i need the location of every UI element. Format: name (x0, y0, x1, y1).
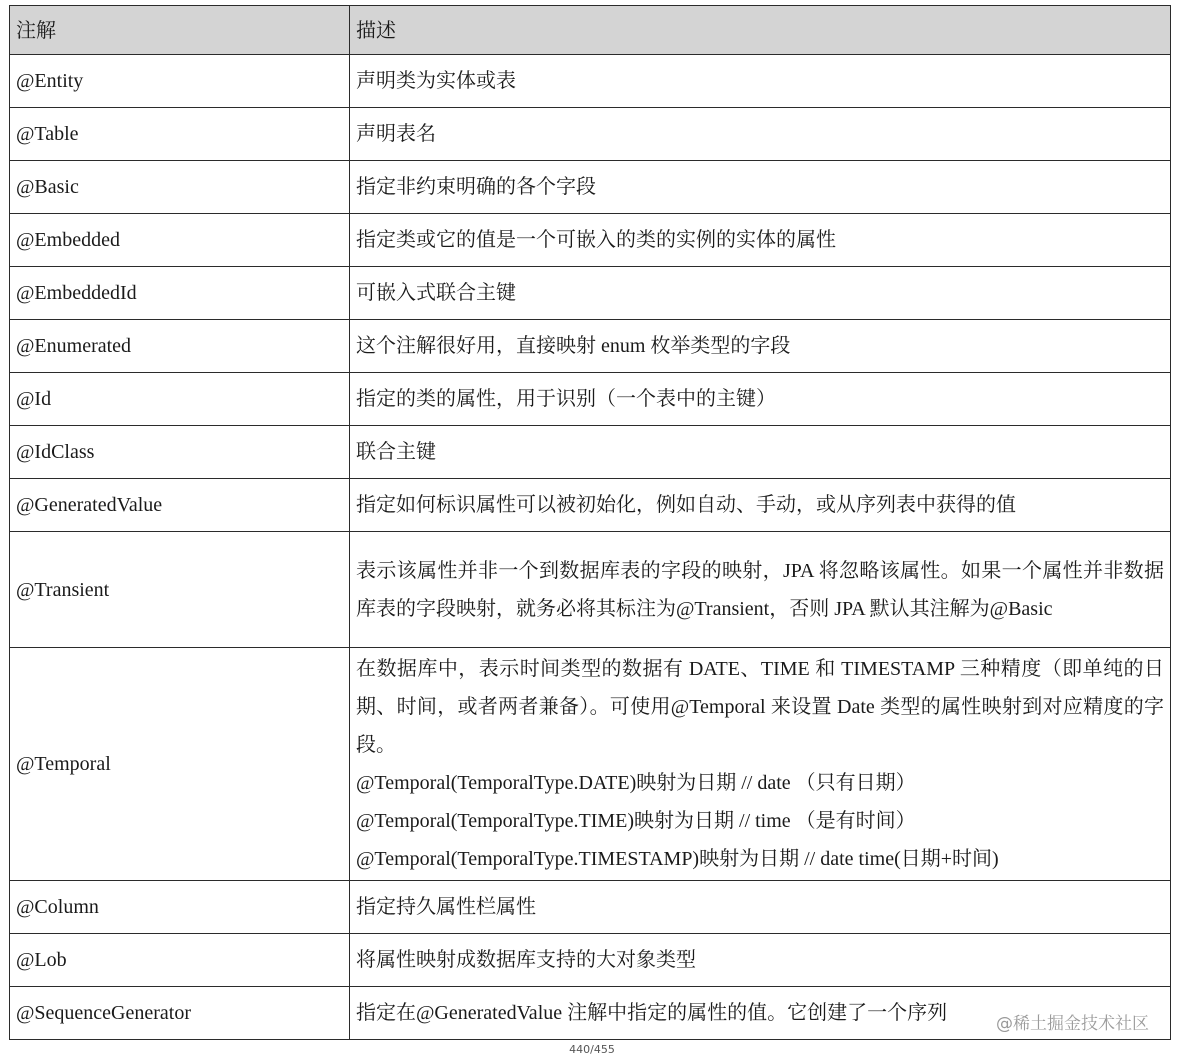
table-row (10, 267, 1171, 320)
page-number: 440/455 (569, 1043, 615, 1056)
table-row (10, 881, 1171, 934)
annotation-cell: @Embedded (10, 214, 350, 267)
description-text: 声明表名 (356, 123, 436, 145)
table-row (10, 532, 1171, 648)
description-text: 指定如何标识属性可以被初始化，例如自动、手动，或从序列表中获得的值 (356, 494, 1016, 516)
table-row (10, 934, 1171, 987)
description-cell (350, 479, 1171, 532)
description-text: 联合主键 (356, 441, 436, 463)
annotation-cell: @Enumerated (10, 320, 350, 373)
annotation-cell: @Basic (10, 161, 350, 214)
description-text: 指定类或它的值是一个可嵌入的类的实例的实体的属性 (356, 229, 836, 251)
description-text: 指定非约束明确的各个字段 (356, 176, 596, 198)
description-text: 声明类为实体或表 (356, 70, 516, 92)
table-row (10, 55, 1171, 108)
table-row (10, 320, 1171, 373)
description-text: 将属性映射成数据库支持的大对象类型 (356, 949, 696, 971)
annotation-cell: @SequenceGenerator (10, 987, 350, 1040)
annotation-cell: @Lob (10, 934, 350, 987)
header-annotation: 注解 (10, 6, 350, 55)
description-cell (350, 373, 1171, 426)
description-cell (350, 532, 1171, 648)
annotation-cell: @Id (10, 373, 350, 426)
annotation-cell: @Column (10, 881, 350, 934)
table-row (10, 108, 1171, 161)
annotation-cell: @EmbeddedId (10, 267, 350, 320)
description-cell (350, 648, 1171, 881)
table-row (10, 214, 1171, 267)
description-cell (350, 267, 1171, 320)
table-header-row (10, 6, 1171, 55)
description-text: 可嵌入式联合主键 (356, 282, 516, 304)
description-text: @Temporal(TemporalType.DATE)映射为日期 // date （只有日期） (356, 772, 916, 794)
description-text: 这个注解很好用，直接映射 enum 枚举类型的字段 (356, 335, 791, 357)
description-text: 指定的类的属性，用于识别（一个表中的主键） (356, 388, 776, 410)
annotation-cell: @Table (10, 108, 350, 161)
table-row (10, 648, 1171, 881)
annotation-cell: @IdClass (10, 426, 350, 479)
table-row (10, 479, 1171, 532)
description-cell (350, 161, 1171, 214)
table-body (10, 55, 1171, 1040)
description-text: 指定在@GeneratedValue 注解中指定的属性的值。它创建了一个序列 (356, 1002, 948, 1024)
description-cell (350, 214, 1171, 267)
header-description: 描述 (350, 6, 1171, 55)
description-text: @Temporal(TemporalType.TIME)映射为日期 // time （是有时间） (356, 810, 916, 832)
annotation-table (9, 5, 1171, 1040)
annotation-cell: @GeneratedValue (10, 479, 350, 532)
table-row (10, 426, 1171, 479)
description-text: 表示该属性并非一个到数据库表的字段的映射，JPA 将忽略该属性。如果一个属性并非数据库表的字段映射，就务必将其标注为@Transient，否则 JPA 默认其注解为@Basic (356, 559, 1164, 620)
annotation-cell: @Entity (10, 55, 350, 108)
description-cell (350, 934, 1171, 987)
watermark: @稀土掘金技术社区 (996, 1014, 1149, 1034)
description-text: @Temporal(TemporalType.TIMESTAMP)映射为日期 // date time(日期+时间) (356, 848, 999, 870)
annotation-cell: @Temporal (10, 648, 350, 881)
table-row (10, 373, 1171, 426)
description-cell (350, 108, 1171, 161)
table-row (10, 161, 1171, 214)
description-cell (350, 881, 1171, 934)
description-cell (350, 55, 1171, 108)
description-text: 在数据库中，表示时间类型的数据有 DATE、TIME 和 TIMESTAMP 三种精度（即单纯的日期、时间，或者两者兼备）。可使用@Temporal 来设置 Date 类型的属性映射到对应精度的字段。 (356, 658, 1164, 756)
annotation-cell: @Transient (10, 532, 350, 648)
description-cell (350, 320, 1171, 373)
description-text: 指定持久属性栏属性 (356, 896, 536, 918)
description-cell (350, 426, 1171, 479)
